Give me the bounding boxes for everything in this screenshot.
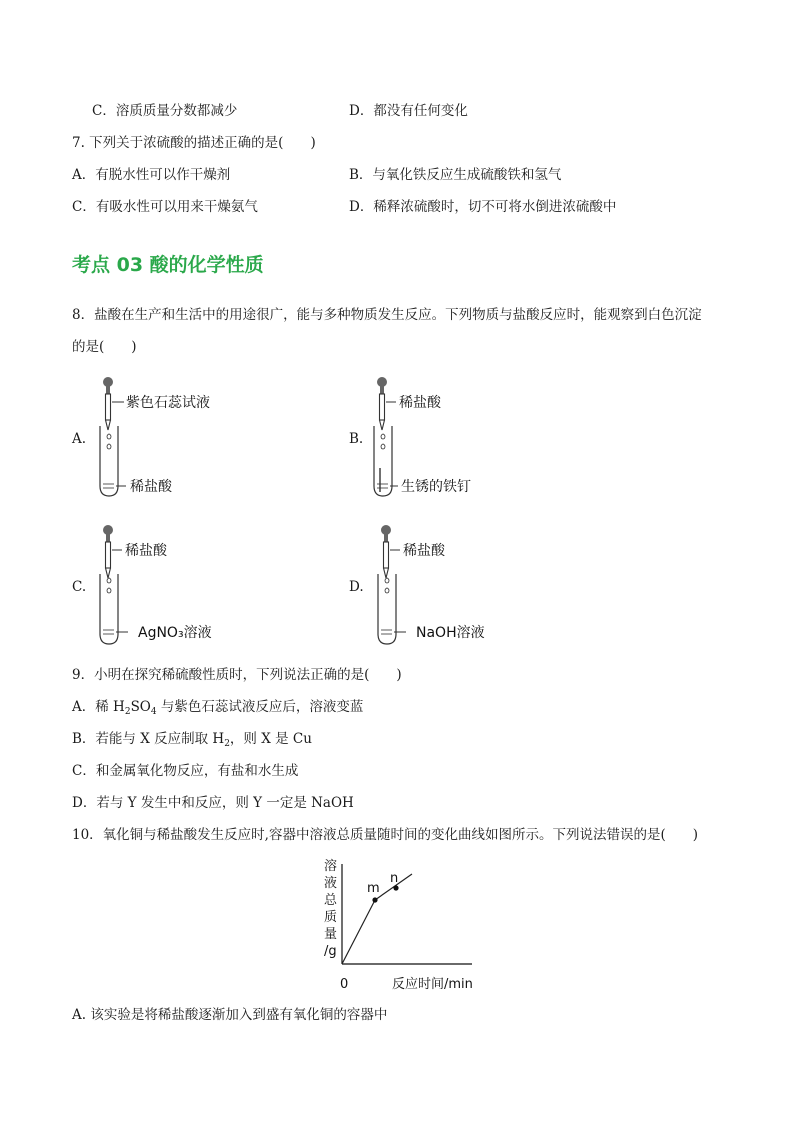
point-n-label: n bbox=[390, 871, 399, 886]
q7-stem: 7. 下列关于浓硫酸的描述正确的是( ) bbox=[72, 135, 316, 151]
tube-label: NaOH溶液 bbox=[416, 625, 485, 641]
test-tube-icon bbox=[100, 574, 118, 644]
q9-option-d: D．若与 Y 发生中和反应，则 Y 一定是 NaOH bbox=[72, 795, 354, 811]
dropper-icon bbox=[381, 525, 391, 578]
dropper-icon bbox=[103, 377, 113, 430]
dropper-label: 稀盐酸 bbox=[125, 543, 167, 559]
option-c-text: C．溶质质量分数都减少 bbox=[92, 103, 238, 119]
test-tube-icon bbox=[378, 574, 396, 644]
q8-stem-line1: 8．盐酸在生产和生活中的用途很广，能与多种物质发生反应。下列物质与盐酸反应时，能观察到白色沉淀 bbox=[72, 307, 702, 323]
x-axis-label: 反应时间/min bbox=[392, 977, 473, 992]
q9-option-c: C．和金属氧化物反应，有盐和水生成 bbox=[72, 763, 299, 779]
q8-stem-line2: 的是( ) bbox=[72, 339, 137, 355]
q10-option-a: A. 该实验是将稀盐酸逐渐加入到盛有氧化铜的容器中 bbox=[72, 1007, 388, 1023]
q8-option-c-letter: C. bbox=[72, 579, 87, 595]
test-tube-icon bbox=[100, 426, 118, 496]
q10-stem: 10．氧化铜与稀盐酸发生反应时,容器中溶液总质量随时间的变化曲线如图所示。下列说法错误的是( ) bbox=[72, 827, 699, 843]
dropper-label: 稀盐酸 bbox=[399, 395, 441, 411]
q7-option-d: D．稀释浓硫酸时，切不可将水倒进浓硫酸中 bbox=[349, 199, 617, 215]
tube-label: AgNO₃溶液 bbox=[138, 625, 212, 641]
q9-option-a: A．稀 $H_2SO_4$ 与紫色石蕊试液反应后，溶液变蓝 bbox=[72, 699, 364, 717]
section-heading: 考点 03 酸的化学性质 bbox=[72, 254, 264, 276]
q8-option-c-figure bbox=[94, 522, 264, 652]
y-axis-label bbox=[324, 858, 338, 959]
q8-option-d-figure bbox=[372, 522, 542, 652]
mass-time-graph bbox=[312, 856, 492, 996]
point-m-label: m bbox=[367, 881, 380, 896]
q8-option-d-letter: D. bbox=[349, 579, 364, 595]
point-m bbox=[372, 897, 377, 902]
test-tube-icon bbox=[374, 426, 392, 496]
q8-option-b-figure bbox=[368, 374, 528, 504]
q9-stem: 9．小明在探究稀硫酸性质时，下列说法正确的是( ) bbox=[72, 667, 402, 683]
q7-option-c: C．有吸水性可以用来干燥氨气 bbox=[72, 199, 258, 215]
dropper-label: 紫色石蕊试液 bbox=[126, 395, 210, 411]
option-d-text: D．都没有任何变化 bbox=[349, 103, 468, 119]
y-axis-label-char: 溶 bbox=[324, 859, 338, 874]
q9-option-b: B．若能与 X 反应制取 $H_2$，则 X 是 Cu bbox=[72, 731, 312, 749]
tube-label: 生锈的铁钉 bbox=[401, 479, 471, 495]
origin-label: 0 bbox=[340, 977, 349, 992]
dropper-label: 稀盐酸 bbox=[403, 543, 445, 559]
q7-option-b: B．与氧化铁反应生成硫酸铁和氢气 bbox=[349, 167, 562, 183]
q8-option-b-letter: B. bbox=[349, 431, 364, 447]
y-axis-label-char: 液 bbox=[324, 876, 338, 891]
y-axis-label-char: /g bbox=[324, 944, 337, 959]
dropper-icon bbox=[377, 377, 387, 430]
dropper-icon bbox=[103, 525, 113, 578]
q7-option-a: A．有脱水性可以作干燥剂 bbox=[72, 167, 231, 183]
tube-label: 稀盐酸 bbox=[130, 479, 172, 495]
y-axis-label-char: 质 bbox=[324, 910, 338, 925]
q8-option-a-letter: A. bbox=[72, 431, 87, 447]
y-axis-label-char: 总 bbox=[324, 893, 338, 908]
y-axis-label-char: 量 bbox=[324, 927, 338, 942]
q8-option-a-figure bbox=[94, 374, 254, 504]
point-n bbox=[393, 885, 398, 890]
